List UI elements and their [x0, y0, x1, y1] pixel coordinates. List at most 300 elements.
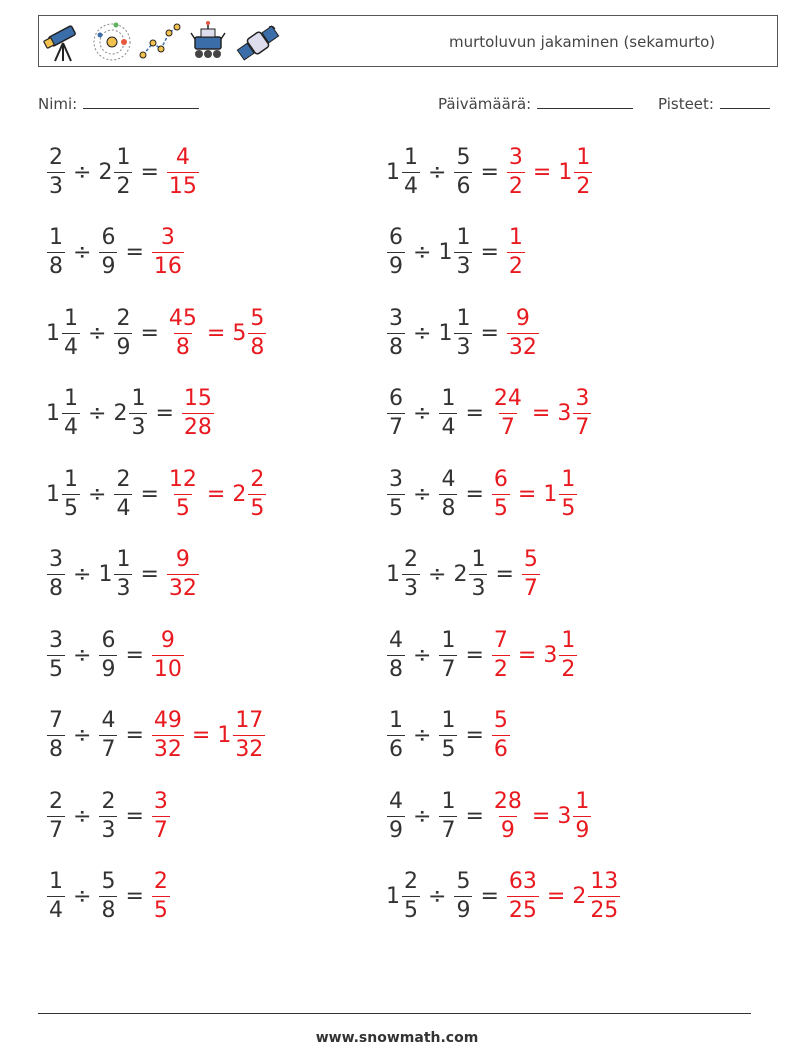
answer-improper-number [166, 144, 200, 199]
problem-item [386, 784, 592, 848]
divisor-denominator: 3 [471, 576, 486, 601]
answer-improper-fraction [167, 144, 199, 199]
problem-item [46, 704, 266, 768]
divisor-denominator: 4 [441, 415, 456, 440]
divisor-denominator: 4 [116, 495, 131, 521]
answer-improper-numerator: 49 [153, 708, 182, 733]
divisor-number [98, 227, 118, 278]
answer [151, 710, 266, 761]
dividend-numerator: 4 [389, 788, 403, 814]
answer-improper-number [151, 788, 171, 843]
answer-improper-denominator: 5 [153, 898, 168, 923]
divisor-denominator: 7 [441, 656, 456, 682]
dividend-denominator: 5 [389, 495, 403, 521]
equals-sign: = [465, 803, 484, 829]
divisor-numerator: 1 [116, 547, 131, 572]
answer-improper-fraction [507, 871, 539, 922]
equals-sign: = [125, 723, 144, 748]
answer-improper-number [506, 871, 540, 922]
answer-mixed-number [232, 466, 267, 521]
date-label: Päivämäärä: [438, 95, 532, 113]
divisor-number [98, 871, 118, 922]
divisor-numerator: 1 [116, 144, 131, 170]
answer-improper-denominator: 2 [508, 173, 523, 199]
answer-mixed-whole: 1 [558, 159, 573, 185]
answer-mixed-denominator: 32 [235, 737, 264, 762]
divisor-numerator: 5 [101, 869, 116, 894]
problem-item [386, 382, 592, 446]
answer-improper-denominator: 2 [493, 656, 508, 682]
dividend-numerator: 7 [49, 708, 63, 733]
dividend-denominator: 4 [64, 334, 78, 360]
divisor-numerator: 1 [441, 788, 456, 814]
answer-mixed-numerator: 1 [561, 466, 576, 492]
divisor-numerator: 2 [101, 788, 116, 814]
dividend-number [386, 305, 406, 360]
divisor-denominator: 3 [456, 254, 471, 279]
dividend-number [46, 388, 81, 439]
divisor-numerator: 1 [456, 225, 471, 250]
dividend-denominator: 7 [49, 817, 63, 843]
answer-improper-fraction [522, 549, 540, 600]
divisor-number [438, 627, 458, 682]
equals-sign: = [125, 240, 144, 265]
answer-improper-number [151, 627, 185, 682]
dividend-denominator: 3 [49, 173, 63, 199]
answer-improper-numerator: 3 [160, 225, 175, 250]
answer-mixed-fraction [233, 710, 265, 761]
answer-improper-number [521, 549, 541, 600]
answer-mixed-numerator: 13 [590, 869, 619, 894]
divide-sign: ÷ [413, 723, 432, 748]
dividend-whole: 1 [386, 562, 400, 587]
divisor-fraction [454, 871, 472, 922]
divide-sign: ÷ [88, 401, 107, 426]
divisor-number [113, 305, 133, 360]
divisor-number [438, 227, 473, 278]
dividend-fraction [402, 144, 420, 199]
divisor-fraction [114, 549, 132, 600]
problem-item [386, 301, 540, 365]
answer-mixed-whole: 5 [232, 320, 247, 346]
answer-equals-sign: = [191, 723, 211, 748]
equals-sign: = [125, 642, 144, 668]
divisor-fraction [99, 627, 117, 682]
dividend-denominator: 9 [389, 817, 403, 843]
answer-improper-number [166, 466, 200, 521]
problem-item [386, 140, 593, 204]
answer-improper-number [166, 305, 200, 360]
dividend-number [386, 710, 406, 761]
problem-item [386, 462, 578, 526]
dividend-denominator: 8 [49, 737, 63, 762]
answer-equals-sign: = [531, 803, 551, 829]
dividend-fraction [387, 466, 405, 521]
worksheet-title: murtoluvun jakaminen (sekamurto) [449, 33, 716, 51]
answer-improper-denominator: 9 [500, 817, 515, 843]
answer-mixed-number [558, 144, 593, 199]
dividend-fraction [387, 627, 405, 682]
answer-improper-number [491, 710, 511, 761]
answer-improper-denominator: 32 [153, 737, 182, 762]
divisor-number [438, 305, 473, 360]
dividend-fraction [47, 710, 65, 761]
answer-mixed-fraction [559, 466, 577, 521]
problem-item [386, 543, 541, 607]
divisor-denominator: 3 [116, 576, 131, 601]
answer-improper-denominator: 16 [153, 254, 182, 279]
answer-mixed-denominator: 9 [575, 817, 590, 843]
equals-sign: = [140, 562, 159, 587]
divisor-number [98, 144, 133, 199]
problem-item [46, 382, 215, 446]
dividend-number [46, 466, 81, 521]
dividend-numerator: 6 [389, 225, 403, 250]
divisor-whole: 1 [98, 562, 113, 587]
dividend-fraction [387, 388, 405, 439]
answer-improper-denominator: 5 [493, 495, 508, 521]
answer-mixed-denominator: 25 [590, 898, 619, 923]
answer-mixed-fraction [588, 871, 620, 922]
answer-improper-denominator: 15 [168, 173, 197, 199]
dividend-number [46, 627, 66, 682]
problem-item [46, 784, 171, 848]
answer [506, 871, 621, 922]
answer-improper-numerator: 5 [523, 547, 538, 572]
divide-sign: ÷ [413, 320, 432, 346]
dividend-denominator: 4 [404, 173, 418, 199]
answer-mixed-numerator: 1 [575, 788, 590, 814]
problem-item [46, 543, 200, 607]
answer-mixed-numerator: 2 [250, 466, 265, 492]
divisor-numerator: 4 [441, 466, 456, 492]
divisor-denominator: 7 [101, 737, 116, 762]
divisor-numerator: 1 [456, 305, 471, 331]
dividend-fraction [387, 305, 405, 360]
answer-equals-sign: = [206, 320, 226, 346]
divisor-whole: 1 [438, 240, 453, 265]
answer [151, 788, 171, 843]
divide-sign: ÷ [88, 481, 107, 507]
equals-sign: = [140, 159, 159, 185]
answer-equals-sign: = [546, 884, 566, 909]
divisor-fraction [114, 466, 132, 521]
answer [166, 549, 200, 600]
answer-improper-denominator: 25 [508, 898, 537, 923]
divisor-numerator: 1 [441, 708, 456, 733]
divisor-number [438, 388, 458, 439]
answer-improper-fraction [167, 305, 199, 360]
dividend-numerator: 1 [49, 869, 63, 894]
answer-improper-numerator: 1 [508, 225, 523, 250]
divisor-fraction [439, 466, 457, 521]
divisor-fraction [114, 144, 132, 199]
dividend-whole: 1 [386, 884, 400, 909]
problem-item [46, 301, 267, 365]
divisor-numerator: 4 [101, 708, 116, 733]
divisor-fraction [469, 549, 487, 600]
answer [166, 305, 267, 360]
answer-improper-fraction [507, 227, 525, 278]
answer-improper-numerator: 15 [183, 386, 212, 411]
dividend-fraction [47, 627, 65, 682]
divisor-fraction [129, 388, 147, 439]
equals-sign: = [125, 884, 144, 909]
answer-equals-sign: = [206, 481, 226, 507]
answer-mixed-number [572, 871, 621, 922]
answer [491, 466, 578, 521]
dividend-numerator: 3 [49, 627, 63, 653]
answer [151, 871, 171, 922]
divisor-fraction [439, 788, 457, 843]
equals-sign: = [465, 642, 484, 668]
divide-sign: ÷ [413, 481, 432, 507]
divisor-denominator: 3 [131, 415, 146, 440]
problem-item [386, 623, 578, 687]
dividend-numerator: 6 [389, 386, 403, 411]
dividend-fraction [387, 227, 405, 278]
answer-improper-fraction [152, 227, 184, 278]
dividend-numerator: 3 [389, 305, 403, 331]
answer-mixed-number [557, 788, 592, 843]
answer-mixed-denominator: 5 [561, 495, 576, 521]
dividend-numerator: 1 [64, 386, 78, 411]
answer-improper-denominator: 32 [168, 576, 197, 601]
equals-sign: = [140, 320, 159, 346]
answer-mixed-numerator: 1 [561, 627, 576, 653]
divide-sign: ÷ [73, 562, 92, 587]
dividend-numerator: 3 [49, 547, 63, 572]
problem-item [46, 221, 185, 285]
answer-mixed-denominator: 8 [250, 334, 265, 360]
divisor-number [438, 466, 458, 521]
answer-mixed-denominator: 7 [575, 415, 590, 440]
answer-improper-numerator: 12 [168, 466, 197, 492]
answer-improper-numerator: 45 [168, 305, 197, 331]
divisor-denominator: 2 [116, 173, 131, 199]
dividend-denominator: 4 [64, 415, 78, 440]
divisor-fraction [454, 227, 472, 278]
answer-improper-numerator: 24 [493, 386, 522, 411]
dividend-number [386, 871, 421, 922]
divisor-denominator: 6 [456, 173, 471, 199]
answer-improper-number [151, 871, 171, 922]
answer-improper-number [491, 388, 525, 439]
dividend-numerator: 2 [404, 869, 418, 894]
divisor-fraction [439, 627, 457, 682]
dividend-whole: 1 [46, 401, 60, 426]
dividend-number [46, 305, 81, 360]
problem-item [386, 704, 511, 768]
answer-mixed-numerator: 17 [235, 708, 264, 733]
dividend-denominator: 9 [389, 254, 403, 279]
divisor-number [98, 788, 118, 843]
answer-improper-fraction [152, 788, 170, 843]
answer-mixed-denominator: 2 [576, 173, 591, 199]
answer-improper-denominator: 7 [500, 415, 515, 440]
divisor-number [438, 788, 458, 843]
divisor-fraction [454, 144, 472, 199]
equals-sign: = [125, 803, 144, 829]
answer-improper-fraction [182, 388, 214, 439]
dividend-number [386, 549, 421, 600]
dividend-number [386, 227, 406, 278]
answer-improper-number [166, 549, 200, 600]
divisor-denominator: 3 [101, 817, 116, 843]
divide-sign: ÷ [413, 642, 432, 668]
answer-improper-fraction [492, 466, 510, 521]
answer-mixed-whole: 1 [543, 481, 558, 507]
answer-mixed-numerator: 3 [575, 386, 590, 411]
divisor-denominator: 3 [456, 334, 471, 360]
score-label: Pisteet: [658, 95, 714, 113]
dividend-whole: 1 [46, 481, 60, 507]
answer-mixed-number [543, 466, 578, 521]
divide-sign: ÷ [88, 320, 107, 346]
answer-improper-fraction [167, 549, 199, 600]
problem-item [386, 865, 621, 929]
dividend-numerator: 1 [404, 144, 418, 170]
divisor-numerator: 2 [116, 466, 131, 492]
answer-improper-denominator: 5 [175, 495, 190, 521]
answer-mixed-whole: 2 [572, 884, 587, 909]
dividend-number [46, 788, 66, 843]
dividend-fraction [62, 388, 80, 439]
dividend-numerator: 1 [64, 466, 78, 492]
dividend-number [386, 788, 406, 843]
dividend-number [46, 227, 66, 278]
dividend-denominator: 5 [49, 656, 63, 682]
dividend-numerator: 2 [49, 788, 63, 814]
divisor-denominator: 8 [101, 898, 116, 923]
equals-sign: = [480, 159, 499, 185]
answer-mixed-whole: 3 [557, 401, 572, 426]
dividend-fraction [387, 710, 405, 761]
answer [491, 710, 511, 761]
problem-item [46, 462, 267, 526]
divisor-number [98, 710, 118, 761]
answer-improper-fraction [507, 305, 539, 360]
divide-sign: ÷ [73, 240, 92, 265]
divide-sign: ÷ [428, 562, 447, 587]
answer-improper-denominator: 8 [175, 334, 190, 360]
answer-equals-sign: = [517, 642, 537, 668]
answer-improper-numerator: 3 [153, 788, 168, 814]
equals-sign: = [465, 481, 484, 507]
divisor-numerator: 1 [471, 547, 486, 572]
dividend-fraction [47, 871, 65, 922]
answer-mixed-fraction [573, 388, 591, 439]
footer-divider [38, 1013, 751, 1014]
divisor-fraction [99, 871, 117, 922]
divisor-numerator: 6 [101, 627, 116, 653]
dividend-number [386, 627, 406, 682]
divisor-whole: 2 [98, 159, 113, 185]
answer-improper-number [506, 227, 526, 278]
name-label: Nimi: [38, 95, 78, 113]
divisor-fraction [99, 710, 117, 761]
dividend-fraction [402, 871, 420, 922]
problem-item [46, 623, 185, 687]
divide-sign: ÷ [73, 803, 92, 829]
divisor-numerator: 1 [131, 386, 146, 411]
equals-sign: = [155, 401, 174, 426]
answer-improper-fraction [492, 388, 524, 439]
equals-sign: = [480, 240, 499, 265]
divisor-numerator: 1 [441, 627, 456, 653]
divisor-denominator: 9 [101, 656, 116, 682]
dividend-number [46, 710, 66, 761]
answer-improper-number [151, 227, 185, 278]
answer-improper-number [151, 710, 185, 761]
answer [166, 466, 267, 521]
divide-sign: ÷ [73, 159, 92, 185]
divisor-denominator: 5 [441, 737, 456, 762]
divisor-fraction [439, 710, 457, 761]
divisor-denominator: 8 [441, 495, 456, 521]
answer [506, 144, 593, 199]
answer-improper-fraction [492, 788, 524, 843]
answer-equals-sign: = [532, 159, 552, 185]
dividend-numerator: 1 [64, 305, 78, 331]
divisor-denominator: 9 [116, 334, 131, 360]
divisor-whole: 2 [113, 401, 128, 426]
divide-sign: ÷ [413, 240, 432, 265]
dividend-number [46, 549, 66, 600]
equals-sign: = [465, 401, 484, 426]
answer-improper-fraction [152, 871, 170, 922]
dividend-fraction [62, 466, 80, 521]
problem-item [46, 140, 200, 204]
divisor-whole: 1 [438, 320, 453, 346]
answer-mixed-number [232, 305, 267, 360]
answer-improper-fraction [167, 466, 199, 521]
dividend-number [386, 466, 406, 521]
answer-mixed-denominator: 2 [561, 656, 576, 682]
divisor-numerator: 1 [441, 386, 456, 411]
answer-improper-fraction [492, 710, 510, 761]
answer-mixed-fraction [559, 627, 577, 682]
divisor-numerator: 5 [456, 869, 471, 894]
divisor-fraction [114, 305, 132, 360]
answer-equals-sign: = [531, 401, 551, 426]
dividend-denominator: 4 [49, 898, 63, 923]
answer-improper-denominator: 32 [508, 334, 537, 360]
equals-sign: = [495, 562, 514, 587]
answer [151, 227, 185, 278]
answer [491, 627, 578, 682]
divisor-denominator: 9 [101, 254, 116, 279]
divisor-number [98, 627, 118, 682]
dividend-fraction [387, 788, 405, 843]
answer-improper-number [506, 305, 540, 360]
divisor-numerator: 6 [101, 225, 116, 250]
answer [166, 144, 200, 199]
answer [491, 388, 592, 439]
divisor-denominator: 7 [441, 817, 456, 843]
dividend-numerator: 2 [404, 547, 418, 572]
divide-sign: ÷ [413, 803, 432, 829]
answer [491, 788, 592, 843]
answer-improper-number [491, 788, 525, 843]
answer-improper-fraction [507, 144, 525, 199]
dividend-denominator: 5 [64, 495, 78, 521]
answer-mixed-fraction [248, 466, 266, 521]
divisor-fraction [99, 788, 117, 843]
divisor-number [453, 144, 473, 199]
dividend-fraction [47, 144, 65, 199]
answer-improper-numerator: 5 [493, 708, 508, 733]
